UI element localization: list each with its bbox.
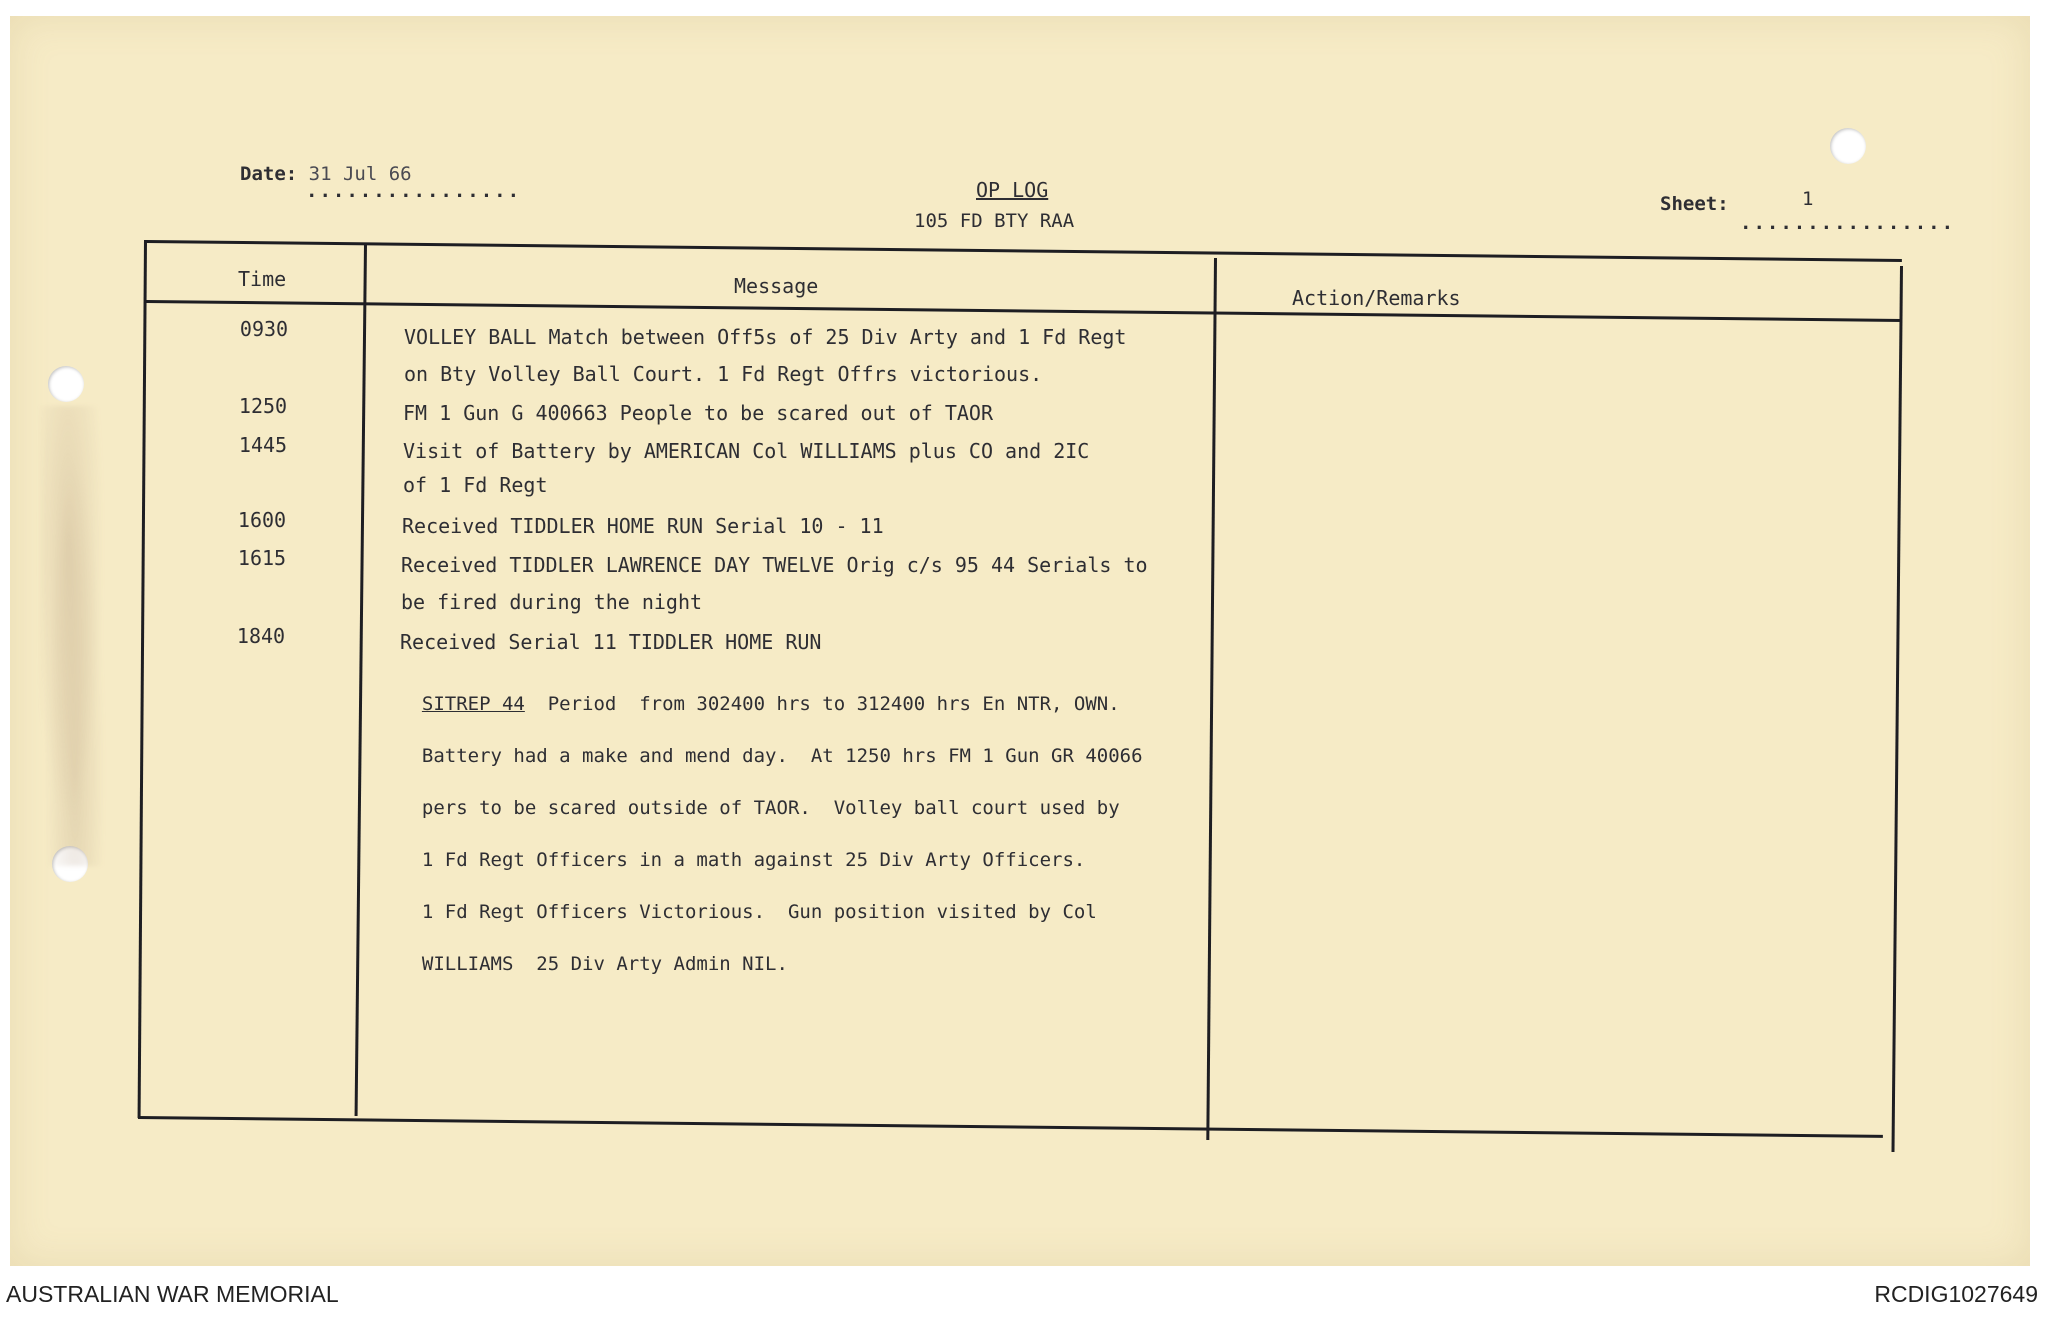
entry-message-line: Received Serial 11 TIDDLER HOME RUN [400, 630, 822, 654]
archive-id: RCDIG1027649 [1874, 1281, 2038, 1307]
sheet-label: Sheet: [1660, 193, 1729, 215]
header-remarks: Action/Remarks [1292, 286, 1461, 310]
document-title: OP LOG [976, 178, 1049, 202]
sitrep-line: 1 Fd Regt Officers Victorious. Gun position visited by Col [421, 901, 1097, 923]
date-value: 31 Jul 66 [308, 163, 412, 185]
entry-time: 0930 [239, 317, 289, 341]
sitrep-line: 1 Fd Regt Officers in a math against 25 Div Arty Officers. [421, 849, 1086, 871]
punch-hole [48, 366, 84, 402]
date-label: Date: [240, 163, 298, 185]
sitrep-line: Battery had a make and mend day. At 1250 hrs FM 1 Gun GR 40066 [421, 745, 1143, 767]
unit-name: 105 FD BTY RAA [914, 210, 1075, 232]
header-time: Time [238, 267, 287, 291]
entry-time: 1615 [237, 546, 287, 570]
sheet-value: 1 [1802, 188, 1814, 210]
sitrep-heading: SITREP 44 [421, 693, 525, 715]
sitrep-line: Period from 302400 hrs to 312400 hrs En NTR, OWN. [524, 693, 1120, 715]
entry-time: 1250 [238, 394, 288, 418]
entry-message-line: Received TIDDLER HOME RUN Serial 10 - 11 [402, 514, 884, 538]
entry-time: 1840 [236, 624, 286, 648]
entry-message-line: be fired during the night [401, 590, 703, 614]
sheet-dots: ................ [1740, 212, 1956, 234]
entry-message-line: Received TIDDLER LAWRENCE DAY TWELVE Orig c/s 95 44 Serials to [401, 553, 1148, 577]
sitrep-line: WILLIAMS 25 Div Arty Admin NIL. [421, 953, 788, 975]
punch-hole [1830, 128, 1866, 164]
entry-message-line: VOLLEY BALL Match between Off5s of 25 Div Arty and 1 Fd Regt [404, 325, 1127, 349]
entry-message-line: on Bty Volley Ball Court. 1 Fd Regt Offrs victorious. [404, 362, 1043, 386]
entry-message-line: FM 1 Gun G 400663 People to be scared out of TAOR [403, 401, 994, 425]
entry-message-line: of 1 Fd Regt [403, 473, 548, 497]
sitrep-block [399, 665, 1143, 977]
entry-message-line: Visit of Battery by AMERICAN Col WILLIAMS plus CO and 2IC [403, 439, 1090, 463]
archive-name: AUSTRALIAN WAR MEMORIAL [6, 1281, 339, 1307]
entry-time: 1445 [238, 433, 288, 457]
sitrep-line: pers to be scared outside of TAOR. Volley ball court used by [421, 797, 1120, 819]
header-message: Message [734, 274, 819, 298]
entry-time: 1600 [237, 508, 287, 532]
paper-stain [40, 406, 110, 866]
date-dots: ................ [306, 180, 522, 202]
archive-footer [0, 1268, 2048, 1322]
